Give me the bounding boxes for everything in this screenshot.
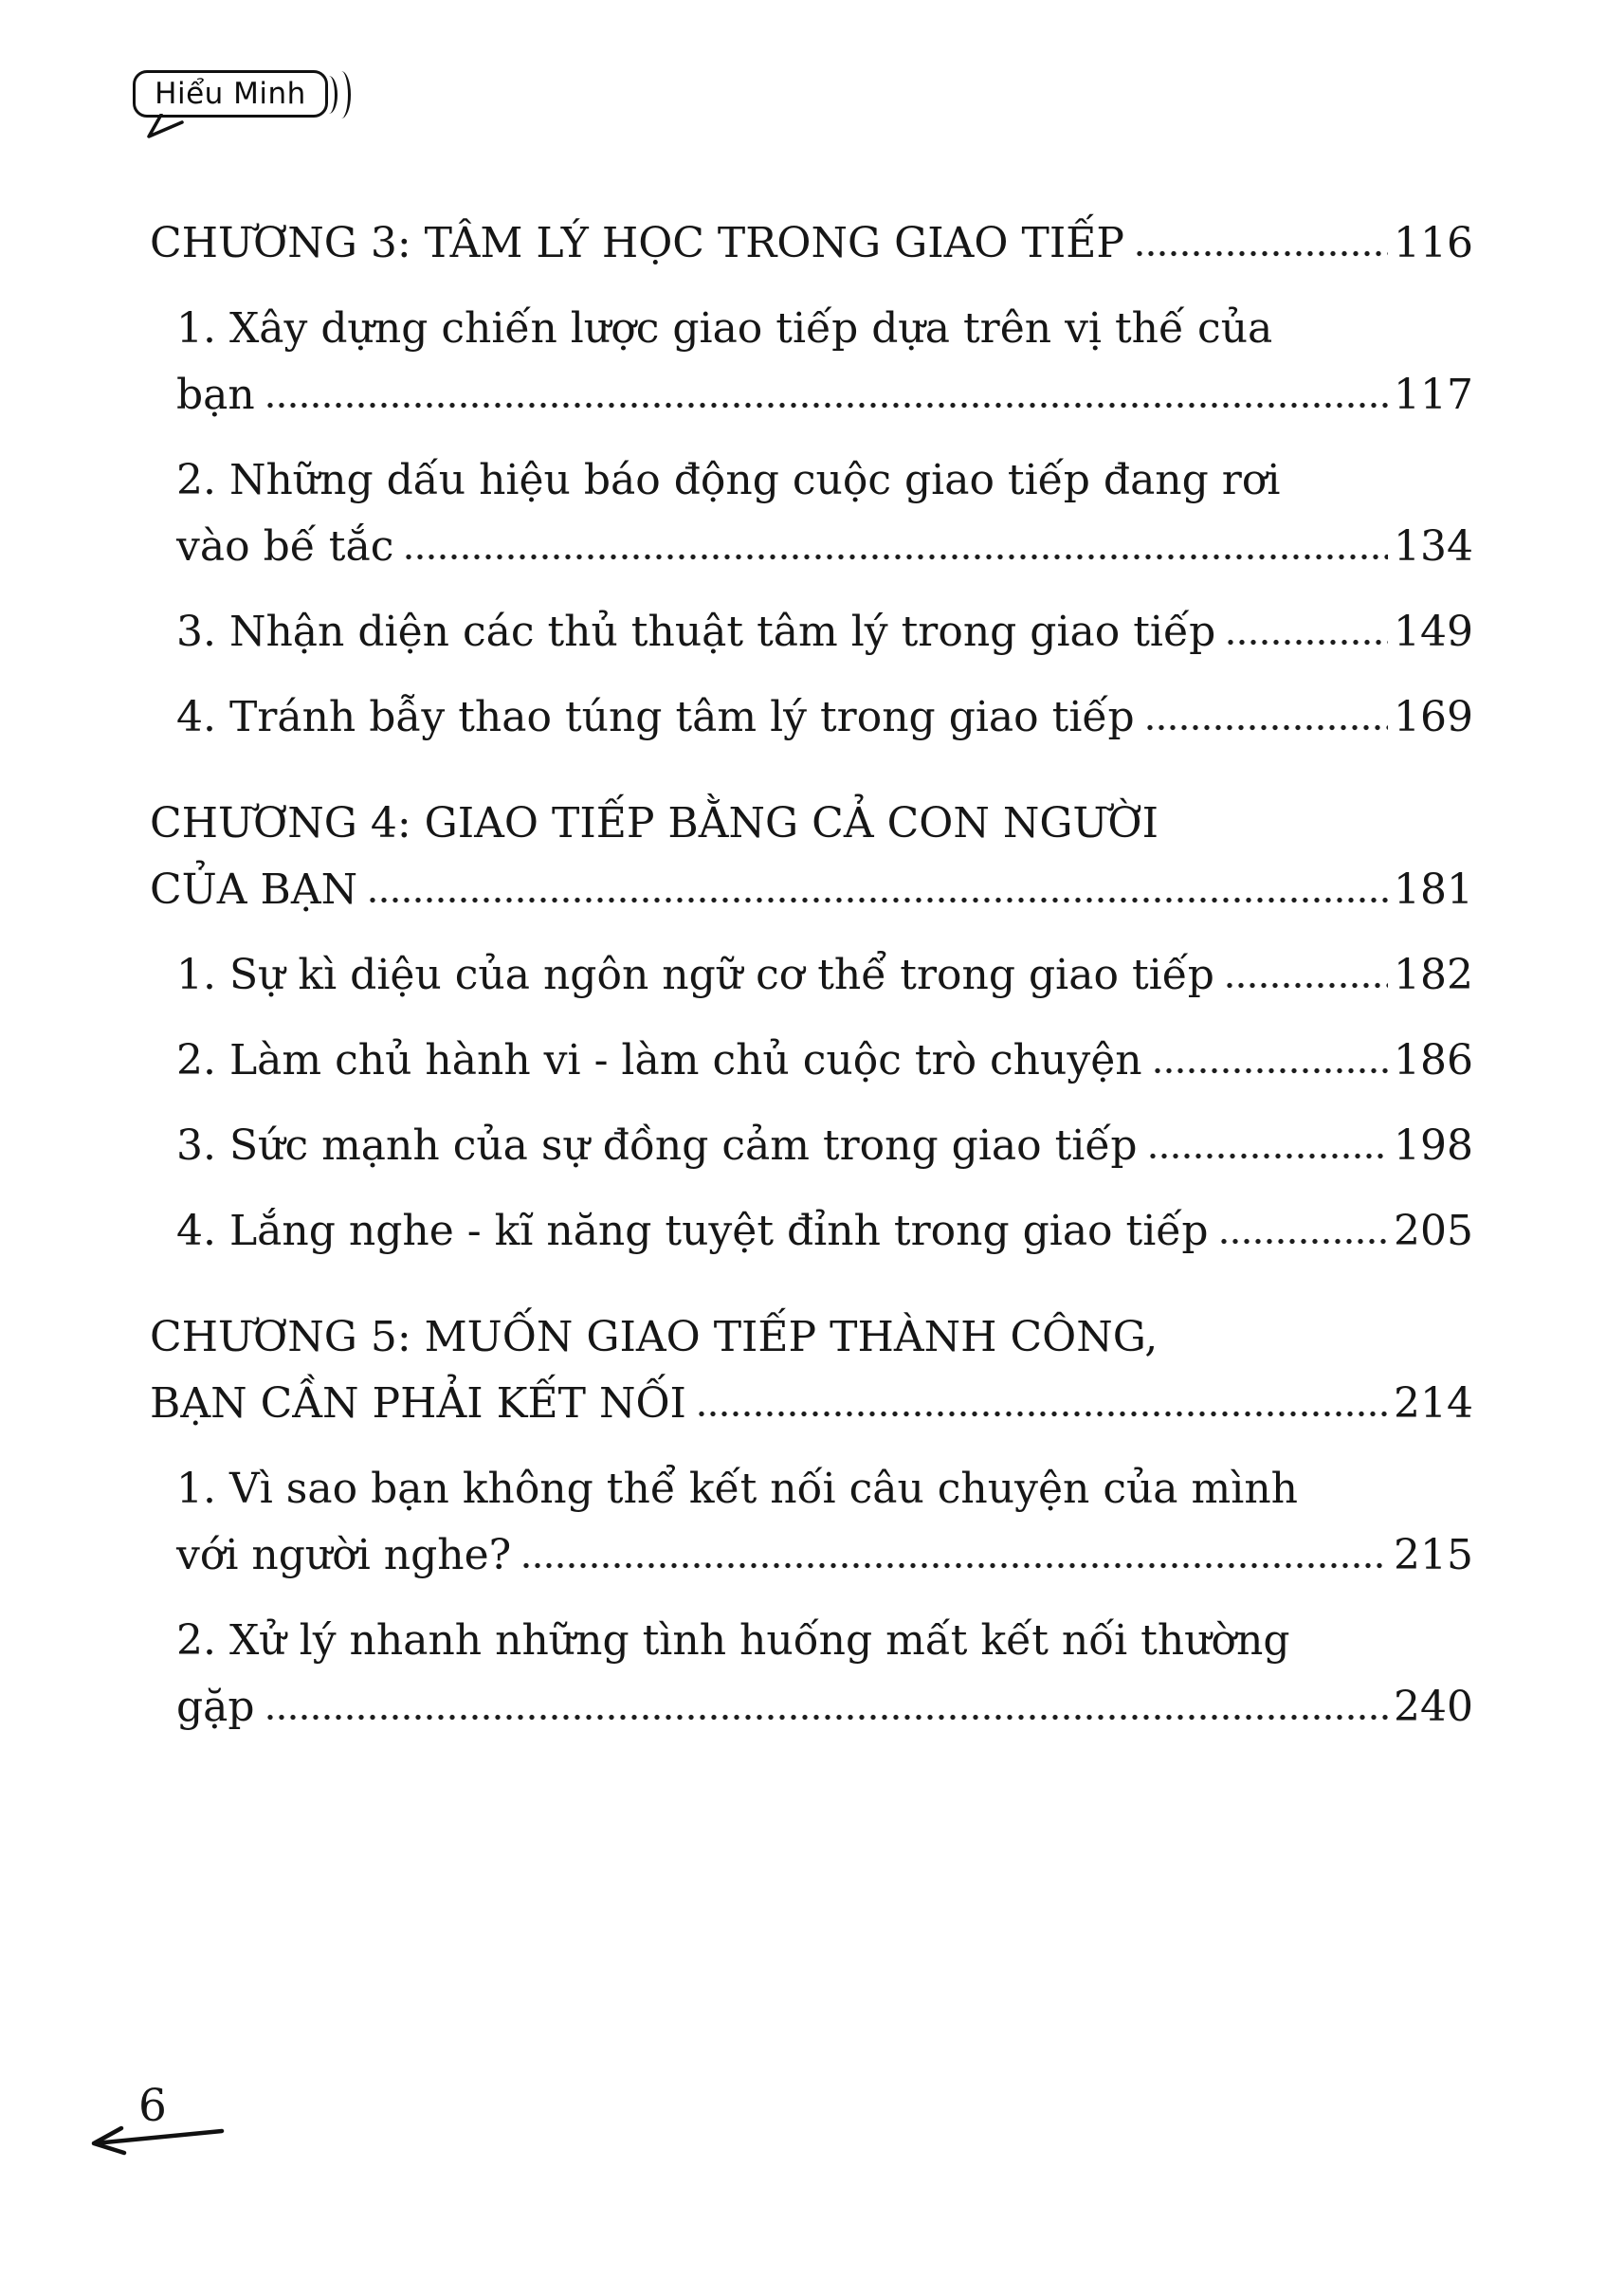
toc-dot-leader — [1147, 1153, 1388, 1159]
page-number: 6 — [138, 2080, 167, 2132]
toc-entry-lastline — [176, 684, 1473, 751]
toc-page-number: 205 — [1394, 1207, 1473, 1255]
toc-entry-lastline — [176, 1113, 1473, 1179]
toc-entry-item — [150, 1028, 1473, 1094]
toc-entry-item — [150, 447, 1473, 580]
toc-entry-lastline — [176, 514, 1473, 580]
toc-entry-line: 1. Xây dựng chiến lược giao tiếp dựa trên vị thế của — [176, 304, 1273, 353]
toc-entry-text: BẠN CẦN PHẢI KẾT NỐI — [150, 1379, 686, 1428]
toc-entry-line: 1. Vì sao bạn không thể kết nối câu chuyện của mình — [176, 1465, 1298, 1513]
toc-entry-lastline — [150, 1371, 1473, 1437]
toc-entry-line: CHƯƠNG 5: MUỐN GIAO TIẾP THÀNH CÔNG, — [150, 1313, 1159, 1361]
toc-entry-item — [150, 684, 1473, 751]
toc-page-number: 149 — [1394, 608, 1473, 656]
toc-entry-line: CHƯƠNG 4: GIAO TIẾP BẰNG CẢ CON NGƯỜI — [150, 799, 1159, 847]
toc-entry-item — [150, 1198, 1473, 1265]
toc-entry-text: bạn — [176, 371, 255, 419]
toc-entry-lastline — [176, 942, 1473, 1009]
toc-entry-text: CỦA BẠN — [150, 866, 358, 914]
toc-page-number: 198 — [1394, 1121, 1473, 1170]
toc-page-number: 186 — [1394, 1036, 1473, 1084]
toc-entry-prelines — [150, 791, 1473, 857]
toc-entry-lastline — [176, 1522, 1473, 1589]
toc-dot-leader — [265, 402, 1388, 409]
toc-dot-leader — [1152, 1067, 1388, 1074]
toc-entry-prelines — [176, 447, 1473, 514]
toc-entry-text: 3. Nhận diện các thủ thuật tâm lý trong giao tiếp — [176, 608, 1216, 656]
publisher-logo — [133, 70, 379, 155]
toc-entry-lastline — [176, 1674, 1473, 1740]
toc-dot-leader — [1218, 1238, 1388, 1245]
toc-entry-lastline — [176, 599, 1473, 665]
toc-list — [150, 210, 1473, 1740]
toc-entry-line: 2. Xử lý nhanh những tình huống mất kết nối thường — [176, 1616, 1290, 1665]
toc-dot-leader — [696, 1411, 1388, 1417]
toc-page-number: 215 — [1394, 1531, 1473, 1579]
toc-entry-text: 4. Tránh bẫy thao túng tâm lý trong giao tiếp — [176, 693, 1135, 741]
toc-page-number: 181 — [1394, 866, 1473, 914]
toc-entry-text: 4. Lắng nghe - kĩ năng tuyệt đỉnh trong giao tiếp — [176, 1207, 1209, 1255]
toc-entry-text: vào bế tắc — [176, 522, 394, 571]
toc-page-number: 214 — [1394, 1379, 1473, 1428]
toc-entry-prelines — [150, 1304, 1473, 1371]
toc-dot-leader — [403, 554, 1388, 560]
toc-entry-lastline — [150, 210, 1473, 277]
toc-entry-lastline — [176, 362, 1473, 428]
toc-page-number: 240 — [1394, 1683, 1473, 1731]
toc-entry-text: CHƯƠNG 3: TÂM LÝ HỌC TRONG GIAO TIẾP — [150, 219, 1124, 267]
toc-dot-leader — [367, 897, 1388, 903]
toc-entry-line: 2. Những dấu hiệu báo động cuộc giao tiếp đang rơi — [176, 456, 1281, 504]
toc-entry-text: 2. Làm chủ hành vi - làm chủ cuộc trò chuyện — [176, 1036, 1142, 1084]
toc-entry-prelines — [176, 296, 1473, 362]
toc-page-number: 134 — [1394, 522, 1473, 571]
toc-dot-leader — [1144, 724, 1388, 731]
toc-entry-item — [150, 599, 1473, 665]
toc-dot-leader — [1224, 982, 1388, 989]
toc-entry-item — [150, 296, 1473, 428]
toc-entry-lastline — [176, 1028, 1473, 1094]
table-of-contents — [150, 210, 1473, 1759]
toc-dot-leader — [1134, 250, 1388, 257]
toc-entry-item — [150, 942, 1473, 1009]
toc-entry-text: với người nghe? — [176, 1531, 512, 1579]
toc-page-number: 182 — [1394, 951, 1473, 999]
toc-entry-lastline — [176, 1198, 1473, 1265]
toc-page-number: 117 — [1394, 371, 1473, 419]
toc-entry-chapter — [150, 210, 1473, 277]
toc-dot-leader — [1225, 639, 1388, 646]
toc-entry-lastline — [150, 857, 1473, 923]
toc-entry-item — [150, 1456, 1473, 1589]
toc-entry-text: 1. Sự kì diệu của ngôn ngữ cơ thể trong giao tiếp — [176, 951, 1214, 999]
toc-entry-prelines — [176, 1456, 1473, 1522]
toc-page-number: 169 — [1394, 693, 1473, 741]
toc-entry-item — [150, 1113, 1473, 1179]
toc-dot-leader — [265, 1714, 1388, 1721]
toc-entry-chapter — [150, 791, 1473, 923]
toc-entry-text: gặp — [176, 1683, 255, 1731]
speech-bubble-tail-icon — [146, 114, 188, 142]
toc-entry-prelines — [176, 1608, 1473, 1674]
page-number-arrow-icon — [80, 2120, 228, 2159]
toc-entry-item — [150, 1608, 1473, 1740]
toc-entry-chapter — [150, 1304, 1473, 1437]
speech-bubble — [133, 70, 328, 118]
toc-page-number: 116 — [1394, 219, 1473, 267]
toc-entry-text: 3. Sức mạnh của sự đồng cảm trong giao tiếp — [176, 1121, 1138, 1170]
toc-dot-leader — [520, 1562, 1388, 1569]
logo-text: Hiểu Minh — [155, 77, 306, 111]
